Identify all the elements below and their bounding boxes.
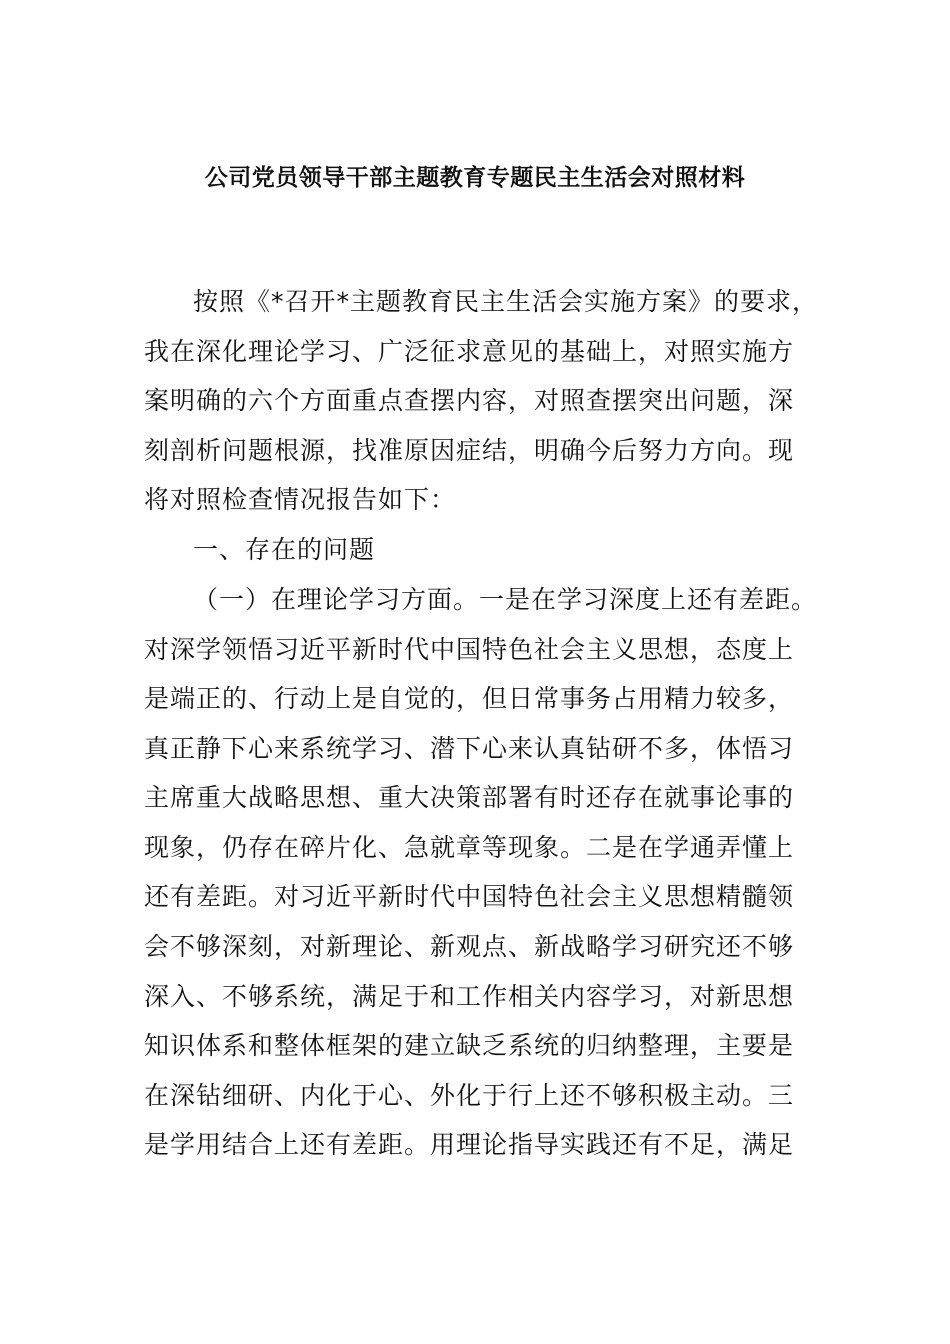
paragraph-line: 案明确的六个方面重点查摆内容，对照查摆突出问题，深: [144, 386, 795, 415]
document-title: 公司党员领导干部主题教育专题民主生活会对照材料: [204, 165, 746, 191]
paragraph-line: 真正静下心来系统学习、潜下心来认真钻研不多，体悟习: [144, 734, 795, 763]
paragraph-line: 对深学领悟习近平新时代中国特色社会主义思想，态度上: [144, 635, 795, 664]
paragraph-line: 知识体系和整体框架的建立缺乏系统的归纳整理，主要是: [144, 1031, 795, 1060]
paragraph-line: 将对照检查情况报告如下：: [144, 485, 457, 514]
paragraph-line: 是学用结合上还有差距。用理论指导实践还有不足，满足: [144, 1130, 795, 1159]
section-heading: 一、存在的问题: [193, 535, 376, 564]
paragraph-line: 在深钻细研、内化于心、外化于行上还不够积极主动。三: [144, 1081, 795, 1110]
paragraph-line: 我在深化理论学习、广泛征求意见的基础上，对照实施方: [144, 337, 795, 366]
paragraph-line: 会不够深刻，对新理论、新观点、新战略学习研究还不够: [144, 932, 795, 961]
paragraph-line: 按照《*召开*主题教育民主生活会实施方案》的要求，: [193, 287, 819, 316]
paragraph-line: 刻剖析问题根源，找准原因症结，明确今后努力方向。现: [144, 436, 795, 465]
paragraph-line: （一）在理论学习方面。一是在学习深度上还有差距。: [193, 585, 818, 614]
paragraph-line: 是端正的、行动上是自觉的，但日常事务占用精力较多，: [144, 684, 795, 713]
paragraph-line: 现象，仍存在碎片化、急就章等现象。二是在学通弄懂上: [144, 833, 795, 862]
paragraph-line: 还有差距。对习近平新时代中国特色社会主义思想精髓领: [144, 882, 795, 911]
paragraph-line: 深入、不够系统，满足于和工作相关内容学习，对新思想: [144, 982, 795, 1011]
paragraph-line: 主席重大战略思想、重大决策部署有时还存在就事论事的: [144, 783, 795, 812]
